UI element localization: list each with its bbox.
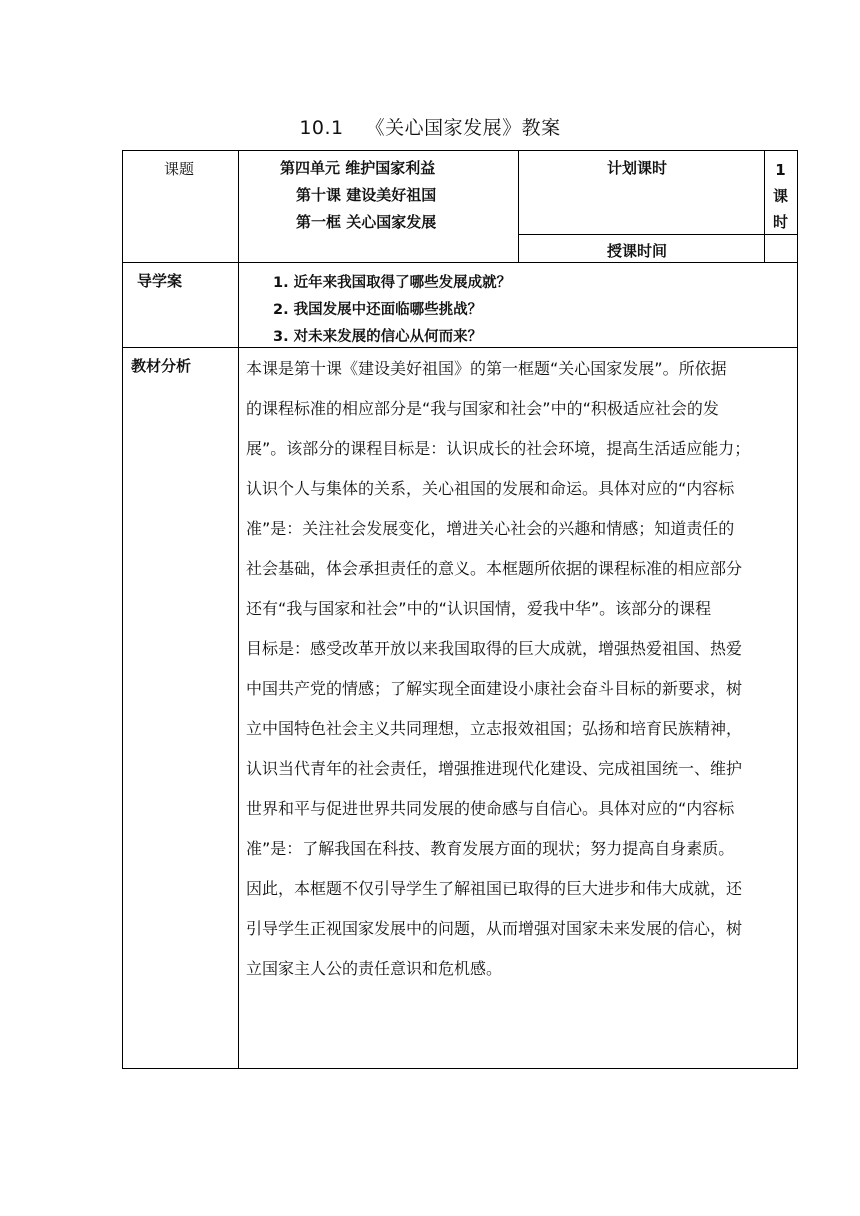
guide-question-3: 3. 对未来发展的信心从何而来？ (273, 329, 483, 345)
lesson-section: 第一框 关心国家发展 (296, 213, 437, 231)
analysis-line: 引导学生正视国家发展中的问题，从而增强对国家未来发展的信心，树 (246, 919, 743, 938)
analysis-line: 中国共产党的情感；了解实现全面建设小康社会奋斗目标的新要求，树 (246, 679, 743, 698)
analysis-line: 展”。该部分的课程目标是：认识成长的社会环境，提高生活适应能力； (246, 439, 751, 458)
table-divider (518, 234, 798, 235)
table-border-top (122, 150, 798, 151)
plan-hours-value (764, 157, 797, 235)
teach-time-label: 授课时间 (607, 242, 668, 260)
title-name: 《关心国家发展》教案 (365, 117, 561, 139)
analysis-line: 社会基础，体会承担责任的意义。本框题所依据的课程标准的相应部分 (246, 559, 743, 578)
lesson-unit: 第四单元 维护国家利益 (280, 159, 436, 177)
analysis-line: 因此，本框题不仅引导学生了解祖国已取得的巨大进步和伟大成就，还 (246, 879, 743, 898)
guide-label: 导学案 (137, 272, 183, 290)
plan-hours-unit-2: 时 (772, 213, 788, 231)
table-divider (518, 150, 519, 263)
table-divider (122, 262, 798, 263)
analysis-line: 准”是：了解我国在科技、教育发展方面的现状；努力提高自身素质。 (246, 839, 735, 858)
topic-label: 课题 (164, 160, 195, 178)
table-divider (122, 347, 798, 348)
analysis-line: 认识个人与集体的关系，关心祖国的发展和命运。具体对应的“内容标 (246, 479, 735, 498)
guide-question-2: 2. 我国发展中还面临哪些挑战？ (273, 302, 483, 318)
lesson-chapter: 第十课 建设美好祖国 (296, 186, 437, 204)
analysis-line: 立国家主人公的责任意识和危机感。 (246, 959, 503, 978)
document-title (0, 113, 860, 140)
plan-hours-number: 1 (775, 161, 786, 179)
guide-question-1: 1. 近年来我国取得了哪些发展成就？ (273, 275, 512, 291)
analysis-line: 准”是：关注社会发展变化，增进关心社会的兴趣和情感；知道责任的 (246, 519, 735, 538)
title-number: 10.1 (299, 117, 344, 139)
table-divider (238, 150, 239, 1069)
plan-hours-label: 计划课时 (607, 159, 668, 177)
analysis-line: 立中国特色社会主义共同理想，立志报效祖国；弘扬和培育民族精神， (246, 719, 743, 738)
analysis-line: 还有“我与国家和社会”中的“认识国情，爱我中华”。该部分的课程 (246, 599, 712, 618)
table-border-left (122, 150, 123, 1069)
analysis-label: 教材分析 (131, 357, 192, 375)
analysis-text (246, 349, 788, 989)
plan-hours-unit-1: 课 (772, 187, 788, 205)
analysis-line: 的课程标准的相应部分是“我与国家和社会”中的“积极适应社会的发 (246, 399, 719, 418)
analysis-line: 本课是第十课《建设美好祖国》的第一框题“关心国家发展”。所依据 (246, 359, 727, 378)
table-border-right (797, 150, 798, 1069)
table-border-bottom (122, 1068, 798, 1069)
analysis-line: 目标是：感受改革开放以来我国取得的巨大成就，增强热爱祖国、热爱 (246, 639, 743, 658)
analysis-line: 世界和平与促进世界共同发展的使命感与自信心。具体对应的“内容标 (246, 799, 735, 818)
analysis-line: 认识当代青年的社会责任，增强推进现代化建设、完成祖国统一、维护 (246, 759, 743, 778)
